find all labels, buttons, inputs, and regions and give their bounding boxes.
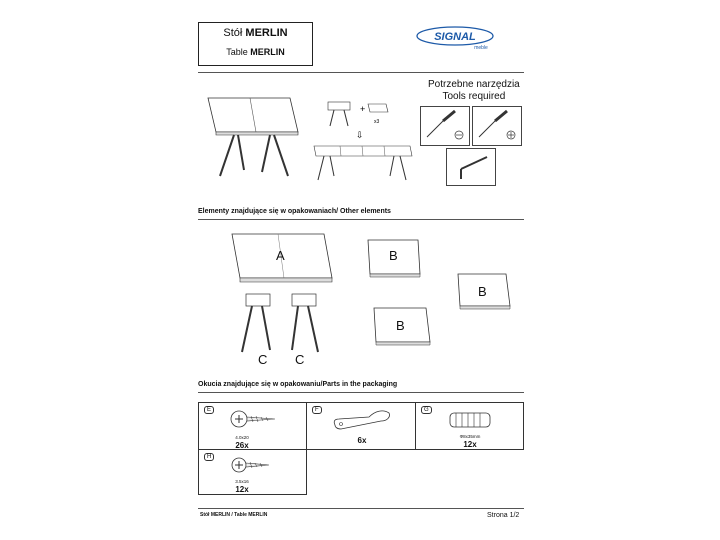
- part-h-cell: [198, 449, 307, 495]
- part-f-cell: [306, 402, 416, 450]
- down-arrow-icon: ⇩: [356, 131, 364, 141]
- title-box: [198, 22, 313, 66]
- phillips-screwdriver-icon: [473, 107, 521, 145]
- allen-key-tool: [446, 148, 496, 186]
- element-a-label: A: [276, 248, 285, 263]
- flat-screwdriver-icon: [421, 107, 469, 145]
- footer-rule: [198, 508, 524, 509]
- title-polish: Stół MERLIN: [223, 27, 288, 39]
- tools-title-polish: Potrzebne narzędzia: [428, 79, 520, 90]
- part-g-spec: Φ8x35mm: [459, 434, 481, 439]
- page-number: Strona 1/2: [487, 512, 520, 519]
- part-f-qty: 6x: [357, 436, 367, 445]
- element-c1-drawing: [236, 292, 278, 362]
- part-h-spec: 3.5x16: [235, 479, 249, 484]
- part-e-badge: E: [204, 406, 214, 414]
- part-h-qty: 12x: [235, 485, 249, 494]
- brand-name: SIGNAL: [434, 31, 476, 43]
- element-b2-label: B: [478, 284, 487, 299]
- element-c2-drawing: [284, 292, 326, 362]
- elements-heading: Elementy znajdujące się w opakowaniach/ Other elements: [198, 208, 391, 215]
- part-g-cell: [415, 402, 524, 450]
- svg-text:+: +: [360, 104, 366, 114]
- part-h-badge: H: [204, 453, 214, 461]
- phillips-screwdriver-tool: [472, 106, 522, 146]
- part-g-badge: G: [421, 406, 432, 414]
- part-e-qty: 26x: [235, 441, 249, 450]
- elements-rule: [198, 219, 524, 220]
- parts-heading: Okucia znajdujące się w opakowaniu/Parts in the packaging: [198, 381, 398, 388]
- brand-logo: [415, 24, 495, 52]
- tools-title: [428, 79, 520, 103]
- small-screw-icon: [229, 454, 279, 476]
- allen-key-icon: [447, 149, 495, 185]
- part-g-qty: 12x: [463, 440, 477, 449]
- tools-title-english: Tools required: [442, 91, 506, 102]
- brand-subtitle: meble: [474, 45, 488, 51]
- footer-title: Stół MERLIN / Table MERLIN: [200, 512, 268, 518]
- part-e-spec: 4.0x20: [235, 435, 249, 440]
- bracket-icon: [329, 407, 399, 433]
- element-c2-label: C: [295, 352, 305, 367]
- header-rule: [198, 72, 524, 73]
- assembly-step-drawing: [310, 96, 415, 186]
- title-english: Table MERLIN: [226, 47, 285, 57]
- element-b3-label: B: [396, 318, 405, 333]
- panel-multiplier: x3: [374, 119, 380, 125]
- part-f-badge: F: [312, 406, 322, 414]
- part-e-cell: [198, 402, 307, 450]
- dowel-icon: [446, 409, 496, 431]
- flat-screwdriver-tool: [420, 106, 470, 146]
- screw-icon: [229, 407, 279, 431]
- element-c1-label: C: [258, 352, 268, 367]
- parts-rule: [198, 392, 524, 393]
- element-b1-label: B: [389, 248, 398, 263]
- assembled-table-drawing: [200, 92, 300, 182]
